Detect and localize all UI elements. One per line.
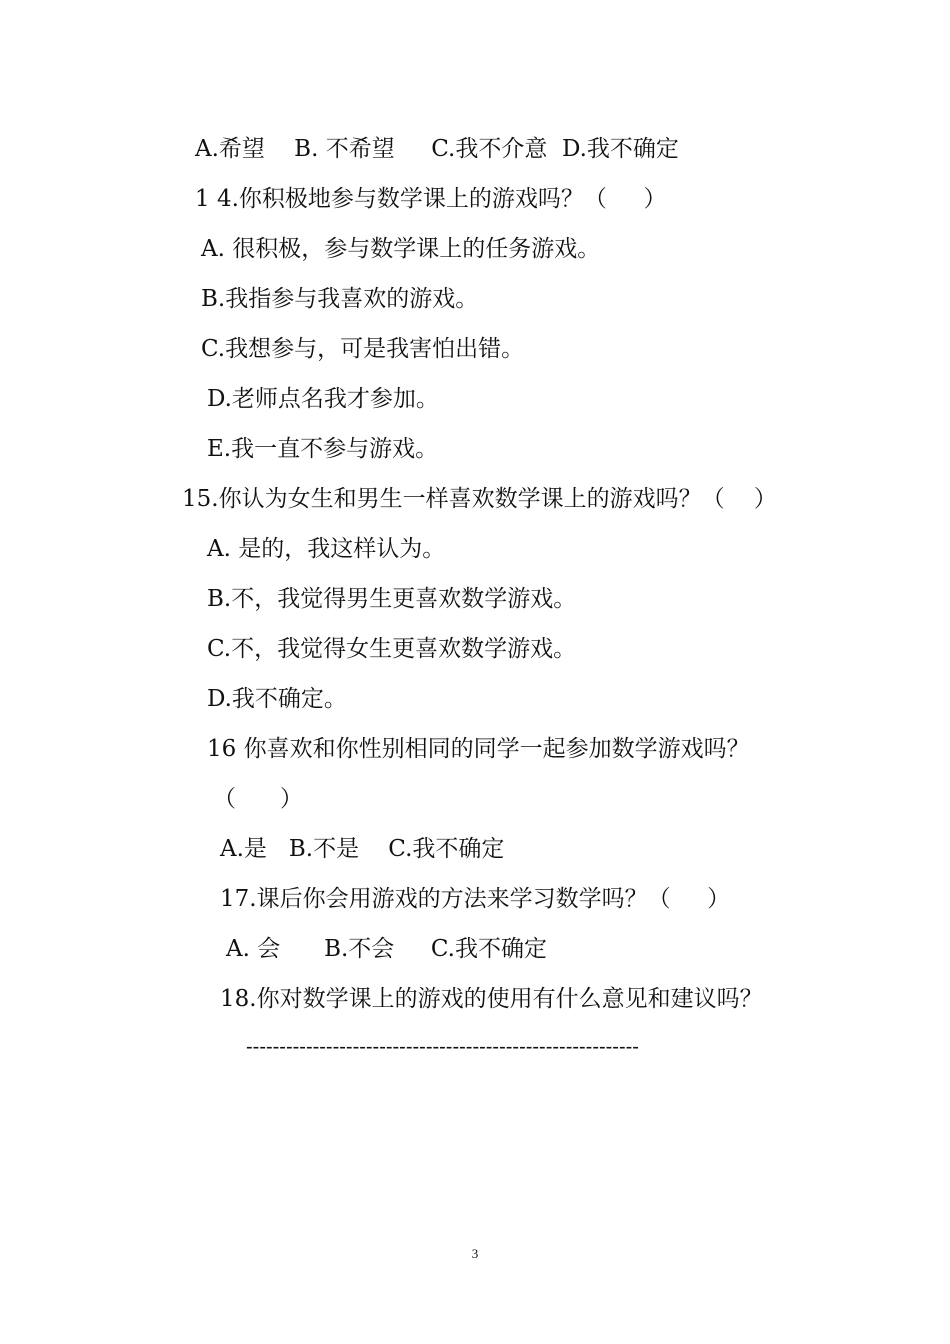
q15-question: 15.你认为女生和男生一样喜欢数学课上的游戏吗？（ ） xyxy=(182,486,777,512)
q18-answer-line: ----------------------------------------------------------- xyxy=(246,1036,639,1058)
q14-question: 1 4.你积极地参与数学课上的游戏吗？（ ） xyxy=(195,186,667,212)
page-number: 3 xyxy=(471,1246,479,1261)
q13-options: A.希望 B. 不希望 C.我不介意 D.我不确定 xyxy=(195,136,679,162)
q16-answer-blank: （ ） xyxy=(213,786,303,812)
q15-option-c: C.不，我觉得女生更喜欢数学游戏。 xyxy=(207,636,577,662)
q15-option-a: A. 是的，我这样认为。 xyxy=(207,536,446,562)
q14-option-b: B.我指参与我喜欢的游戏。 xyxy=(201,286,479,312)
q18-question: 18.你对数学课上的游戏的使用有什么意见和建议吗？ xyxy=(220,986,763,1012)
q17-question: 17.课后你会用游戏的方法来学习数学吗？（ ） xyxy=(220,886,731,912)
q17-options: A. 会 B.不会 C.我不确定 xyxy=(226,936,547,962)
q15-option-b: B.不，我觉得男生更喜欢数学游戏。 xyxy=(207,586,577,612)
q14-option-c: C.我想参与，可是我害怕出错。 xyxy=(201,336,525,362)
q16-question: 16 你喜欢和你性别相同的同学一起参加数学游戏吗？ xyxy=(207,736,750,762)
q14-option-d: D.老师点名我才参加。 xyxy=(207,386,439,412)
q15-option-d: D.我不确定。 xyxy=(207,686,347,712)
q14-option-a: A. 很积极，参与数学课上的任务游戏。 xyxy=(201,236,601,262)
q14-option-e: E.我一直不参与游戏。 xyxy=(207,436,439,462)
q16-options: A.是 B.不是 C.我不确定 xyxy=(220,836,505,862)
